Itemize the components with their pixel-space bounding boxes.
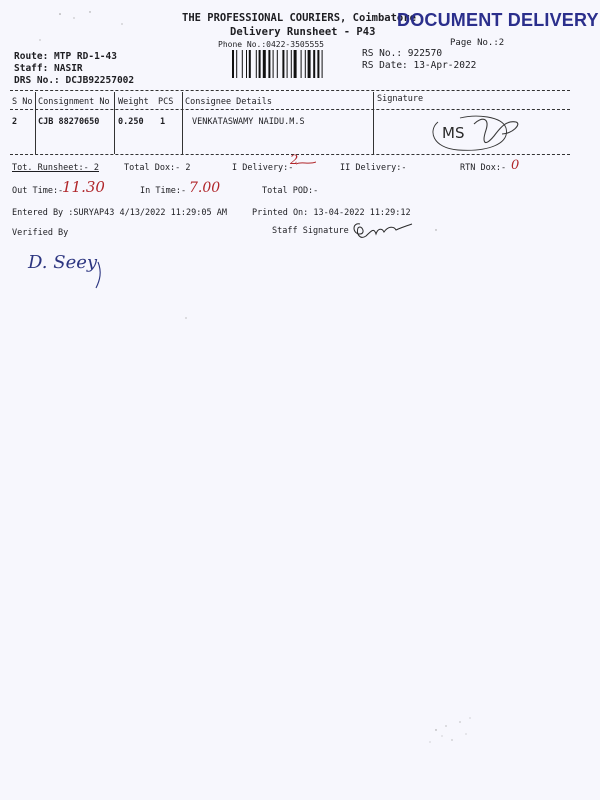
rs-date: RS Date: 13-Apr-2022 bbox=[362, 60, 477, 71]
ii-delivery: II Delivery:- bbox=[340, 163, 407, 173]
col-header-sno: S No bbox=[12, 97, 33, 107]
row-weight: 0.250 bbox=[118, 117, 144, 127]
col-header-consignment: Consignment No bbox=[38, 97, 110, 107]
runsheet-title: Delivery Runsheet - P43 bbox=[230, 26, 376, 38]
row-consignee: VENKATASWAMY NAIDU.M.S bbox=[192, 117, 305, 127]
col-header-signature: Signature bbox=[377, 94, 424, 104]
in-time-handwritten: 7.00 bbox=[189, 180, 221, 196]
drs-number: DRS No.: DCJB92257002 bbox=[14, 75, 135, 86]
staff-label: Staff: NASIR bbox=[14, 63, 83, 74]
row-sno: 2 bbox=[12, 117, 18, 127]
entered-by: Entered By :SURYAP43 4/13/2022 11:29:05 AM bbox=[12, 208, 227, 218]
i-delivery: I Delivery:- bbox=[232, 163, 294, 173]
route-label: Route: MTP RD-1-43 bbox=[14, 51, 117, 62]
page-number: Page No.:2 bbox=[450, 38, 505, 48]
in-time: In Time:- bbox=[140, 186, 187, 196]
staff-signature-label: Staff Signature bbox=[272, 226, 349, 236]
total-pod: Total POD:- bbox=[262, 186, 319, 196]
row-consignment: CJB 88270650 bbox=[38, 117, 100, 127]
i-delivery-handwritten: 2 bbox=[290, 153, 299, 168]
company-name: THE PROFESSIONAL COURIERS, Coimbatore bbox=[182, 12, 416, 24]
svg-text:MS: MS bbox=[442, 124, 465, 142]
row-pcs: 1 bbox=[160, 117, 166, 127]
verified-by-label: Verified By bbox=[12, 228, 69, 238]
out-time: Out Time:- bbox=[12, 186, 64, 196]
col-header-consignee: Consignee Details bbox=[185, 97, 272, 107]
tot-runsheet: Tot. Runsheet:- 2 bbox=[12, 163, 99, 173]
out-time-handwritten: 11.30 bbox=[62, 178, 105, 196]
printed-on: Printed On: 13-04-2022 11:29:12 bbox=[252, 208, 411, 218]
svg-text:D. Seey: D. Seey bbox=[28, 252, 98, 273]
total-dox: Total Dox:- 2 bbox=[124, 163, 191, 173]
rtn-dox-handwritten: 0 bbox=[511, 158, 520, 173]
rs-number: RS No.: 922570 bbox=[362, 48, 443, 59]
phone-number: Phone No.:0422-3505555 bbox=[218, 40, 324, 49]
rtn-dox: RTN Dox:- bbox=[460, 163, 507, 173]
document-delivery-stamp: DOCUMENT DELIVERY bbox=[397, 10, 599, 30]
col-header-weight: Weight bbox=[118, 97, 149, 107]
col-header-pcs: PCS bbox=[158, 97, 174, 107]
